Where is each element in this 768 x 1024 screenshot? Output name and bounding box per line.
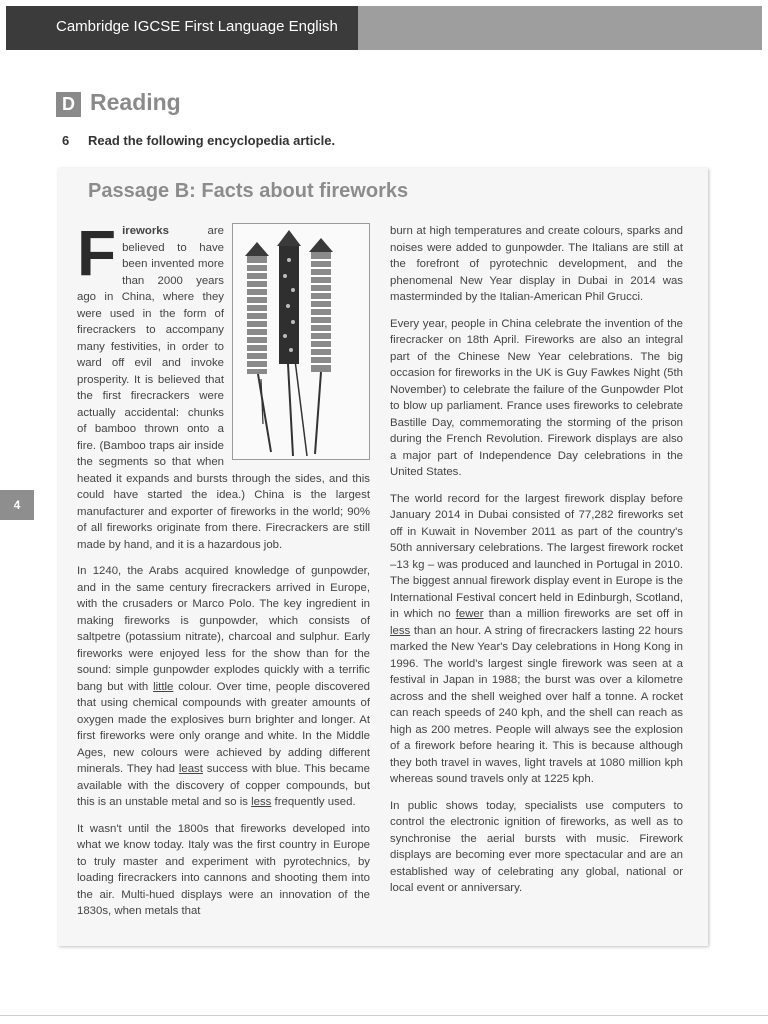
text-segment: than a million fireworks are set off in [483,608,683,620]
text-segment: In 1240, the Arabs acquired knowledge of gunpowder, and in the same century firecrackers arrived in Europe, with the crusaders or Marco Polo. The key ingredient in making fireworks is gunpowder, which consists of saltpetre (potassium nitrate), charcoal and sulphur. Early fireworks were enjoyed less for the show than for the sound: simple gunpowder explodes quickly with a terrific bang but with [77,565,370,693]
page-header-bar [6,6,762,50]
text-segment: success with blue. This became available with the discovery of copper compounds, but this is an unstable metal and so is [77,763,370,808]
paragraph-public-shows: In public shows today, specialists use computers to control the electronic ignition of fireworks, as well as to synchronise the aerial bursts with music. Firework displays are becoming ever more spectacular and are an established way of celebrating any global, national or local event or anniversary. [390,799,683,894]
text-segment: than an hour. A string of firecrackers lasting 22 hours marked the New Year's Day celebrations in Hong Kong in 1996. The world's largest single firework was seen at a festival in Japan in 1988; the burst was over a kilometre across and the shell weighed over half a tonne. A rocket can reach speeds of 240 kph, and the shell can reach as high as 200 metres. People will always see the explosion of a firework before hearing it. This is because although they both travel in waves, light travels at 1080 million kph whereas sound travels only at 1225 kph. [390,624,683,785]
drop-cap: F [77,217,117,289]
underlined-word-less: less [251,796,272,808]
header-title-block [6,6,358,50]
book-title: Cambridge IGCSE First Language English [56,18,338,35]
text-segment: The world record for the largest firework display before January 2014 in Dubai consisted of 77,282 fireworks set off in Kuwait in November 2011 as part of the country's 50th anniversary celebrations. The largest firework rocket –13 kg – was produced and launched in Portugal in 2010. The biggest annual firework display event in Europe is the International Festival concert held in Edinburgh, Scotland, in which no [390,492,683,620]
underlined-word-less: less [390,624,411,637]
article-panel [58,168,708,946]
underlined-word-least: least [178,763,203,775]
paragraph-italians: burn at high temperatures and create colours, sparks and noises were added to gunpowder. The Italians are still at the forefront of pyrotechnic development, and the phenomenal New Year display in Dubai in 2014 was masterminded by the Italian-American Phil Grucci. [390,225,683,303]
keyword-fireworks: ireworks [122,225,169,237]
text-segment: colour. Over time, people discovered that using chemical compounds with greater amounts of oxygen made the explosives burn brighter and longer. At first fireworks were only orange and white. In the Middle Ages, new colours were achieved by adding different minerals. They had [77,680,370,775]
passage-title: Passage B: Facts about fireworks [88,180,409,202]
page-bottom-rule [0,1015,768,1016]
task-instruction: Read the following encyclopedia article. [88,133,336,148]
text-segment: frequently used. [271,796,356,808]
paragraph-gunpowder [77,563,370,811]
firework-rockets-illustration [233,224,369,459]
task-number: 6 [62,133,70,148]
section-letter-badge: D [56,92,81,117]
section-title: Reading [90,89,181,115]
article-left-column [77,217,370,930]
page-number-tab: 4 [0,490,34,520]
paragraph-records [390,491,683,788]
paragraph-1800s: It wasn't until the 1800s that fireworks developed into what we know today. Italy was the first country in Europe to truly master and experiment with pyrotechnics, by loading firecrackers into cannons and shooting them into the air. Multi-hued displays were an innovation of the 1830s, when metals that [77,822,370,917]
underlined-word-fewer: fewer [455,608,484,620]
underlined-word-little: little [153,680,174,693]
paragraph-intro-text: are believed to have been invented more than 2000 years ago in China, where they were used in the form of firecrackers to accompany many festivities, in order to ward off evil and invoke prosperity. It is believed that the first firecrackers were actually accidental: chunks of bamboo thrown onto a fire. (Bamboo traps air inside the segments so that when heated it expands and bursts through the sides, and this could have started the idea.) China is the largest manufacturer and exporter of fireworks in the world; 90% of all fireworks originate from there. Firecrackers are still made by hand, and it is a hazardous job. [77,225,370,551]
article-right-column [390,223,683,907]
paragraph-celebrations: Every year, people in China celebrate the invention of the firecracker on 18th April. Fireworks are also an integral part of the Chinese New Year celebrations. The big occasion for fireworks in the UK is Guy Fawkes Night (5th November) to celebrate the failure of the Gunpowder Plot to blow up parliament. France uses fireworks to celebrate Bastille Day, commemorating the storming of the prison during the French Revolution. Firework displays are also a major part of Independence Day celebrations in the United States. [390,317,683,478]
firework-rockets-image [232,223,370,460]
